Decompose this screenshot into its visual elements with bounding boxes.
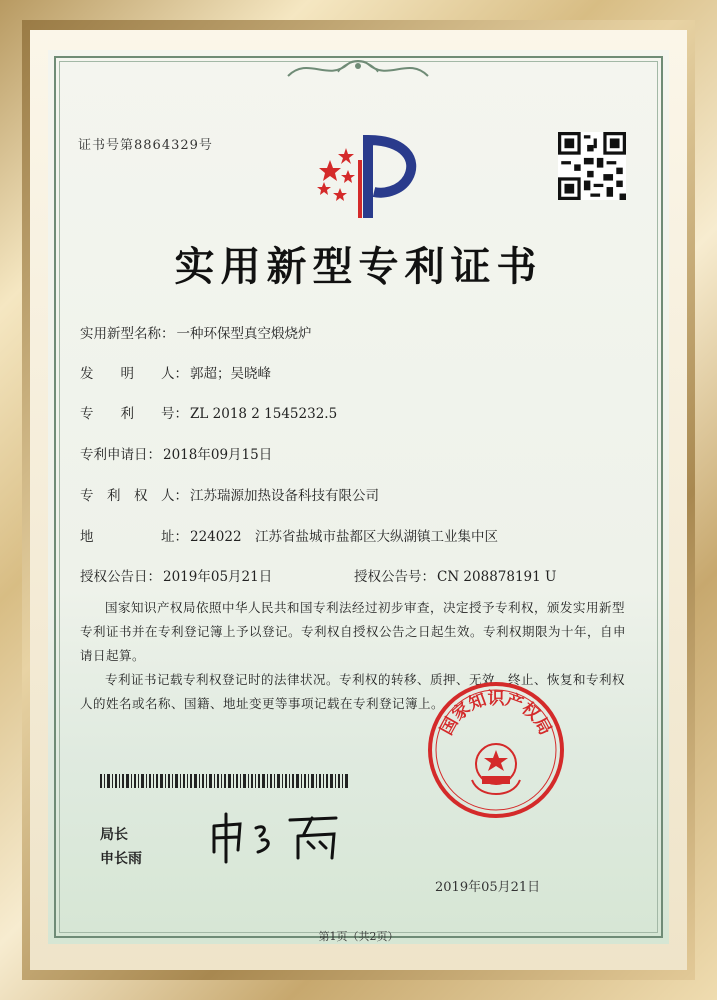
handwritten-signature-icon — [206, 808, 356, 866]
field-inventor — [80, 362, 271, 382]
field-value: 224022 江苏省盐城市盐都区大纵湖镇工业集中区 — [190, 529, 499, 545]
field-label: 授权公告号： — [354, 569, 435, 585]
page-footer: 第1页（共2页） — [318, 930, 399, 943]
field-application-date — [80, 443, 272, 463]
certificate-paper — [48, 50, 669, 944]
certificate-title: 实用新型专利证书 — [174, 243, 543, 290]
field-value: 江苏瑞源加热设备科技有限公司 — [190, 488, 379, 504]
field-patent-number — [80, 402, 337, 422]
barcode-icon — [100, 774, 350, 788]
seal-date: 2019年05月21日 — [435, 880, 541, 895]
field-value: 一种环保型真空煅烧炉 — [176, 326, 312, 342]
field-label: 授权公告日： — [80, 569, 161, 585]
field-label: 地 址： — [80, 529, 188, 545]
top-ornament-icon — [278, 54, 438, 84]
field-value: 2018年09月15日 — [163, 447, 273, 463]
field-value: CN 208878191 U — [437, 569, 557, 585]
field-grant-number — [354, 565, 556, 585]
field-value: ZL 2018 2 1545232.5 — [190, 406, 338, 422]
field-grant-date — [80, 565, 272, 585]
qr-code-icon — [558, 132, 626, 200]
field-label: 实用新型名称： — [80, 326, 175, 342]
certificate-paragraph-1: 国家知识产权局依照中华人民共和国专利法经过初步审查，决定授予专利权，颁发实用新型专利证书并在专利登记簿上予以登记。专利权自授权公告之日起生效。专利权期限为十年，自申请日起算。 — [80, 600, 627, 663]
cnipa-logo-icon — [310, 130, 420, 220]
field-patentee — [80, 484, 379, 504]
official-seal-icon — [426, 680, 566, 820]
seal-text: 国家知识产权局 — [436, 689, 556, 739]
field-label: 专利申请日： — [80, 447, 161, 463]
field-value: 郭超；吴晓峰 — [190, 366, 271, 382]
field-address — [80, 525, 498, 545]
certificate-paragraph-2: 专利证书记载专利权登记时的法律状况。专利权的转移、质押、无效、终止、恢复和专利权人的姓名或名称、国籍、地址变更等事项记载在专利登记簿上。 — [80, 672, 626, 711]
field-label: 发 明 人： — [80, 366, 188, 382]
field-label: 专 利 号： — [80, 406, 188, 422]
field-utility-model-name — [80, 322, 312, 342]
director-title: 局长 — [100, 827, 128, 843]
field-label: 专 利 权 人： — [80, 488, 188, 504]
director-name: 申长雨 — [100, 851, 142, 867]
field-value: 2019年05月21日 — [163, 569, 273, 585]
certificate-number: 证书号第8864329号 — [78, 138, 213, 153]
